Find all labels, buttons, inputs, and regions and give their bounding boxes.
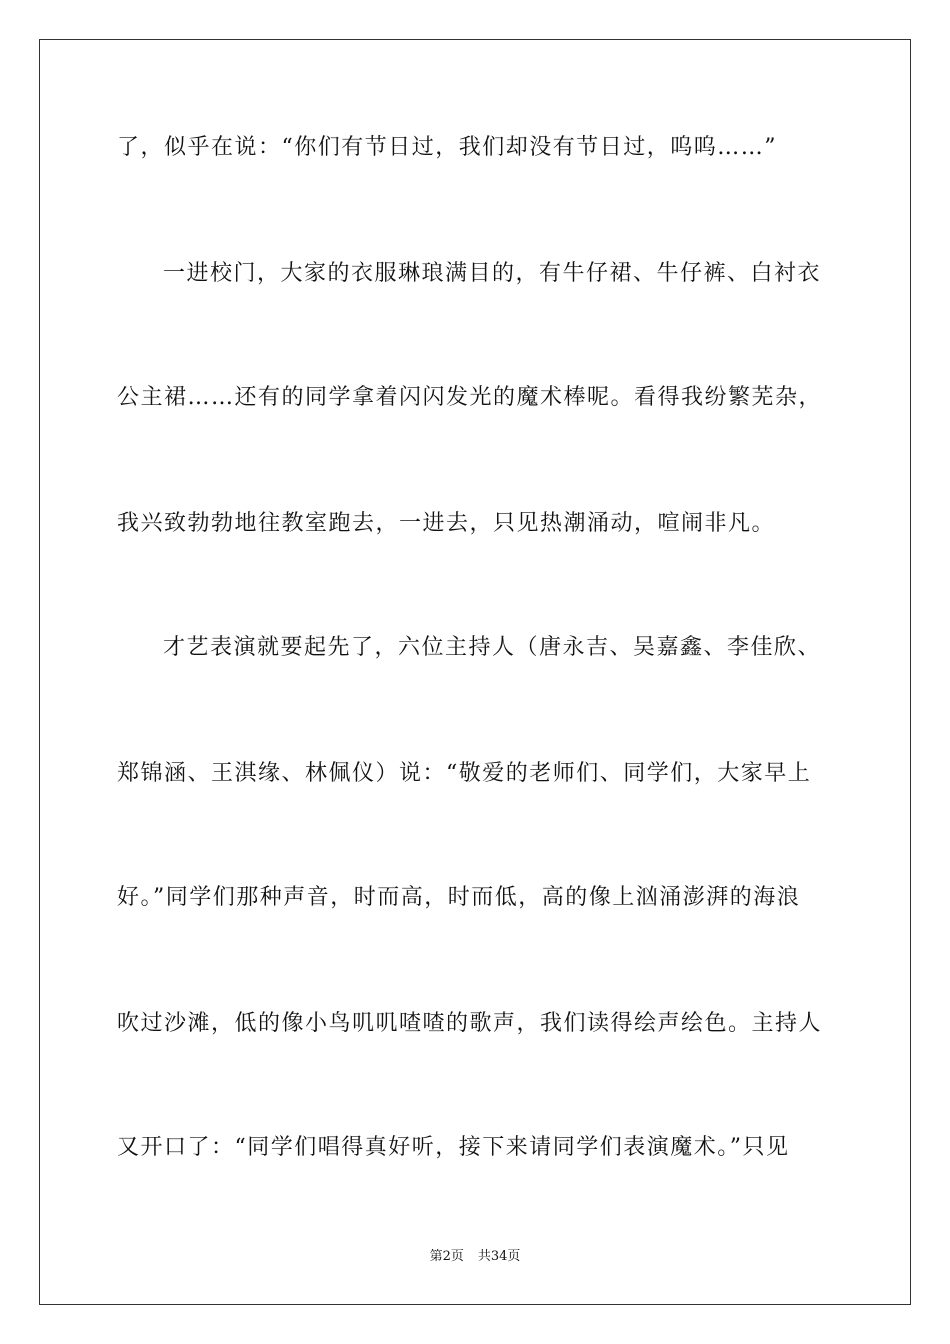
paragraph-line-9: 又开口了：“同学们唱得真好听，接下来请同学们表演魔术。”只见 [117,1135,790,1160]
paragraph-line-4: 我兴致勃勃地往教室跑去，一进去，只见热潮涌动，喧闹非凡。 [117,511,776,536]
total-pages: 共34页 [477,1249,521,1264]
page-number: 第2页 [429,1249,464,1264]
page-footer [0,1249,950,1265]
paragraph-line-1: 了，似乎在说：“你们有节日过，我们却没有节日过，呜呜……” [117,135,777,160]
page-frame [39,39,911,1305]
paragraph-line-7: 好。”同学们那种声音，时而高，时而低，高的像上汹涌澎湃的海浪 [117,885,801,910]
paragraph-line-6: 郑锦涵、王淇缘、林佩仪）说：“敬爱的老师们、同学们，大家早上 [117,761,812,786]
paragraph-line-2: 一进校门，大家的衣服琳琅满目的，有牛仔裙、牛仔裤、白衬衣 [163,261,822,286]
paragraph-line-3: 公主裙……还有的同学拿着闪闪发光的魔术棒呢。看得我纷繁芜杂， [117,385,823,410]
paragraph-line-8: 吹过沙滩，低的像小鸟叽叽喳喳的歌声，我们读得绘声绘色。主持人 [117,1011,823,1036]
paragraph-line-5: 才艺表演就要起先了，六位主持人（唐永吉、吴嘉鑫、李佳欣、 [163,635,822,660]
